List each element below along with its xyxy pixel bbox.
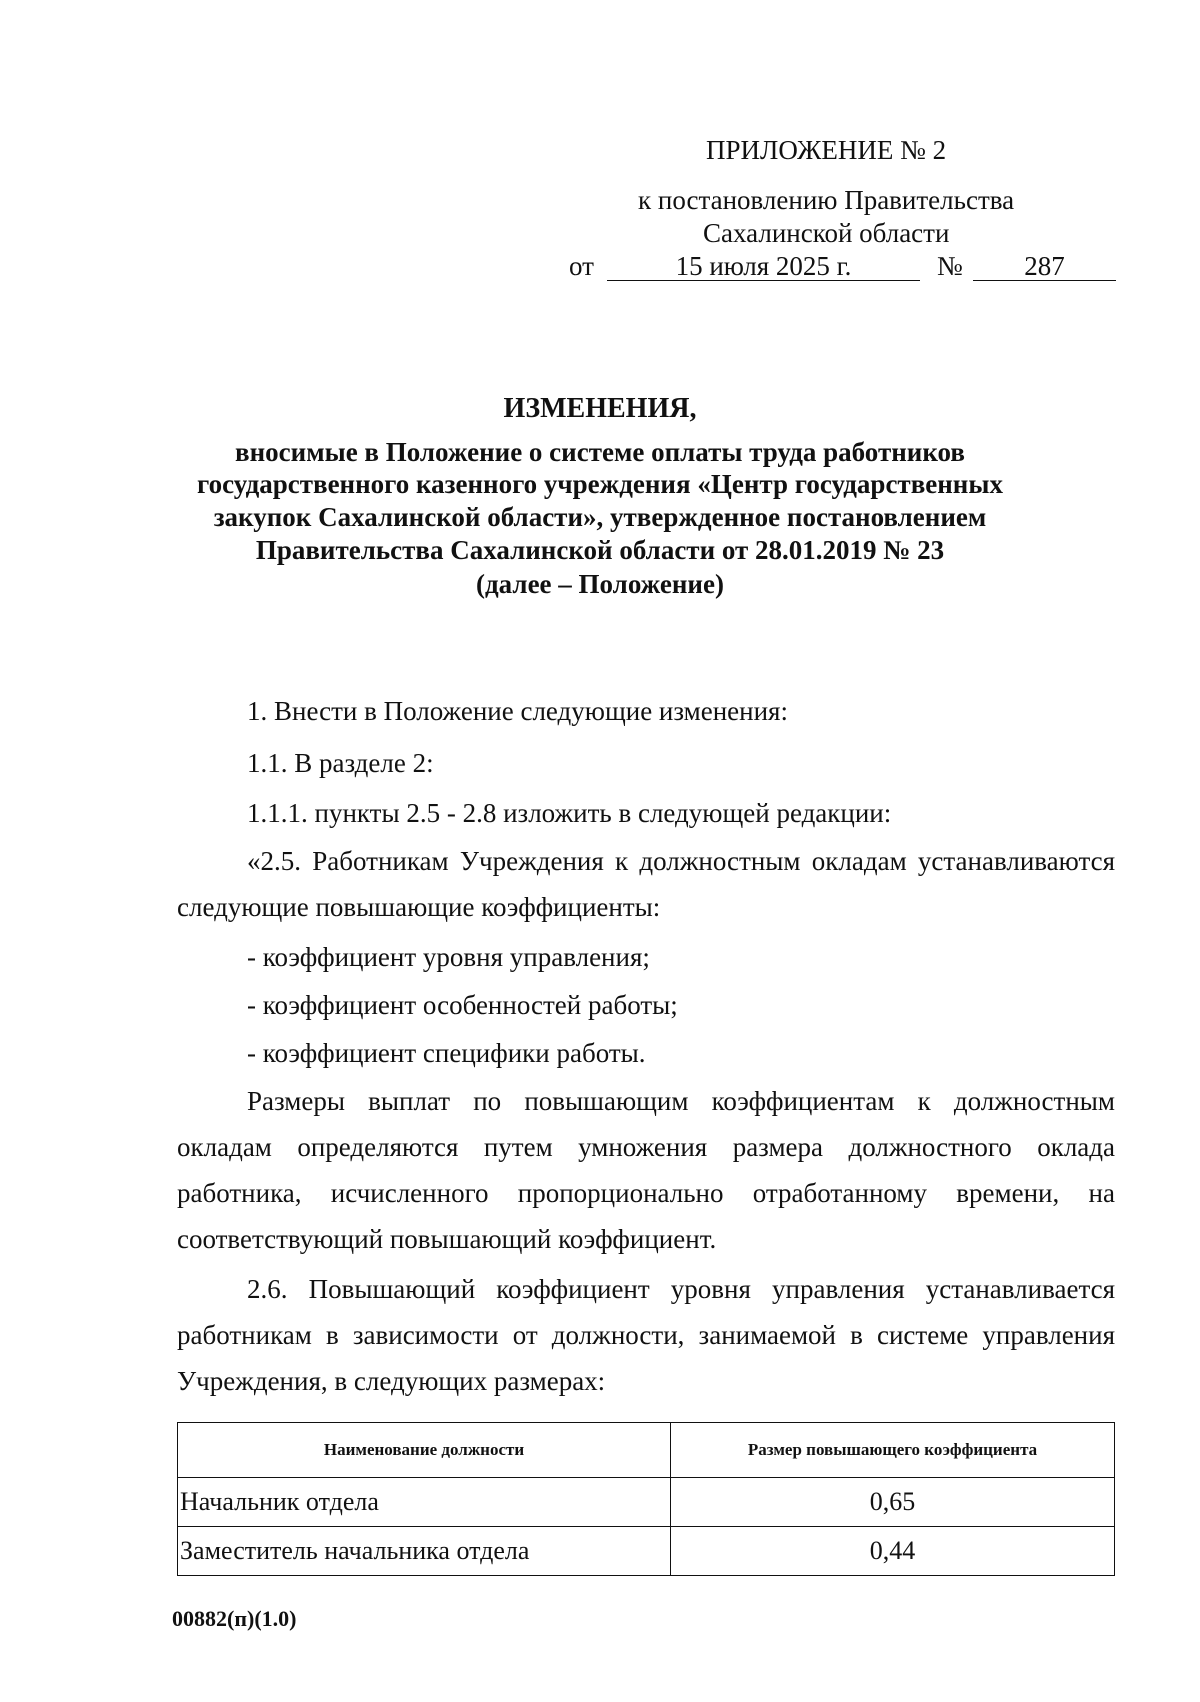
position-cell: Начальник отдела bbox=[178, 1478, 671, 1527]
title-line: Правительства Сахалинской области от 28.01.2019 № 23 bbox=[255, 535, 945, 565]
title-line: государственного казенного учреждения «Центр государственных bbox=[197, 469, 1003, 499]
paragraph-payments: Размеры выплат по повышающим коэффициентам к должностным окладам определяются путем умножения размера должностного оклада работника, исчисленного пропорционально отработанному времени, на соответствующий повышающий коэффициент. bbox=[177, 1086, 1115, 1254]
coefficient-table bbox=[177, 1422, 1115, 1576]
position-cell: Заместитель начальника отдела bbox=[178, 1527, 671, 1576]
region-line: Сахалинской области bbox=[703, 218, 950, 248]
title-line: (далее – Положение) bbox=[476, 569, 724, 599]
number-label: № bbox=[937, 251, 963, 281]
from-label: от bbox=[569, 251, 594, 281]
list-item: - коэффициент особенностей работы; bbox=[247, 990, 678, 1020]
appendix-label: ПРИЛОЖЕНИЕ № 2 bbox=[706, 135, 947, 165]
title-line: закупок Сахалинской области», утвержденное постановлением bbox=[213, 502, 987, 532]
table-header-row bbox=[178, 1423, 1115, 1478]
list-item: - коэффициент специфики работы. bbox=[247, 1038, 646, 1068]
coefficient-cell: 0,65 bbox=[671, 1478, 1115, 1527]
paragraph-1-1-1: 1.1.1. пункты 2.5 - 2.8 изложить в следующей редакции: bbox=[247, 798, 892, 828]
title-line: вносимые в Положение о системе оплаты труда работников bbox=[235, 437, 965, 467]
table-row bbox=[178, 1478, 1115, 1527]
document-title: ИЗМЕНЕНИЯ, bbox=[503, 393, 697, 424]
document-code: 00882(п)(1.0) bbox=[172, 1606, 297, 1631]
coefficient-cell: 0,44 bbox=[671, 1527, 1115, 1576]
resolution-line: к постановлению Правительства bbox=[638, 185, 1015, 215]
paragraph-1: 1. Внести в Положение следующие изменения: bbox=[247, 696, 788, 726]
column-header-coefficient: Размер повышающего коэффициента bbox=[671, 1423, 1115, 1478]
list-item: - коэффициент уровня управления; bbox=[247, 942, 650, 972]
resolution-date: 15 июля 2025 г. bbox=[675, 251, 852, 281]
resolution-number: 287 bbox=[1024, 251, 1065, 281]
paragraph-1-1: 1.1. В разделе 2: bbox=[247, 748, 434, 778]
column-header-position: Наименование должности bbox=[178, 1423, 671, 1478]
table-row bbox=[178, 1527, 1115, 1576]
paragraph-2-6: 2.6. Повышающий коэффициент уровня управления устанавливается работникам в зависимости от должности, занимаемой в системе управления Учреждения, в следующих размерах: bbox=[177, 1274, 1115, 1396]
paragraph-2-5: «2.5. Работникам Учреждения к должностным окладам устанавливаются следующие повышающие коэффициенты: bbox=[177, 846, 1115, 922]
